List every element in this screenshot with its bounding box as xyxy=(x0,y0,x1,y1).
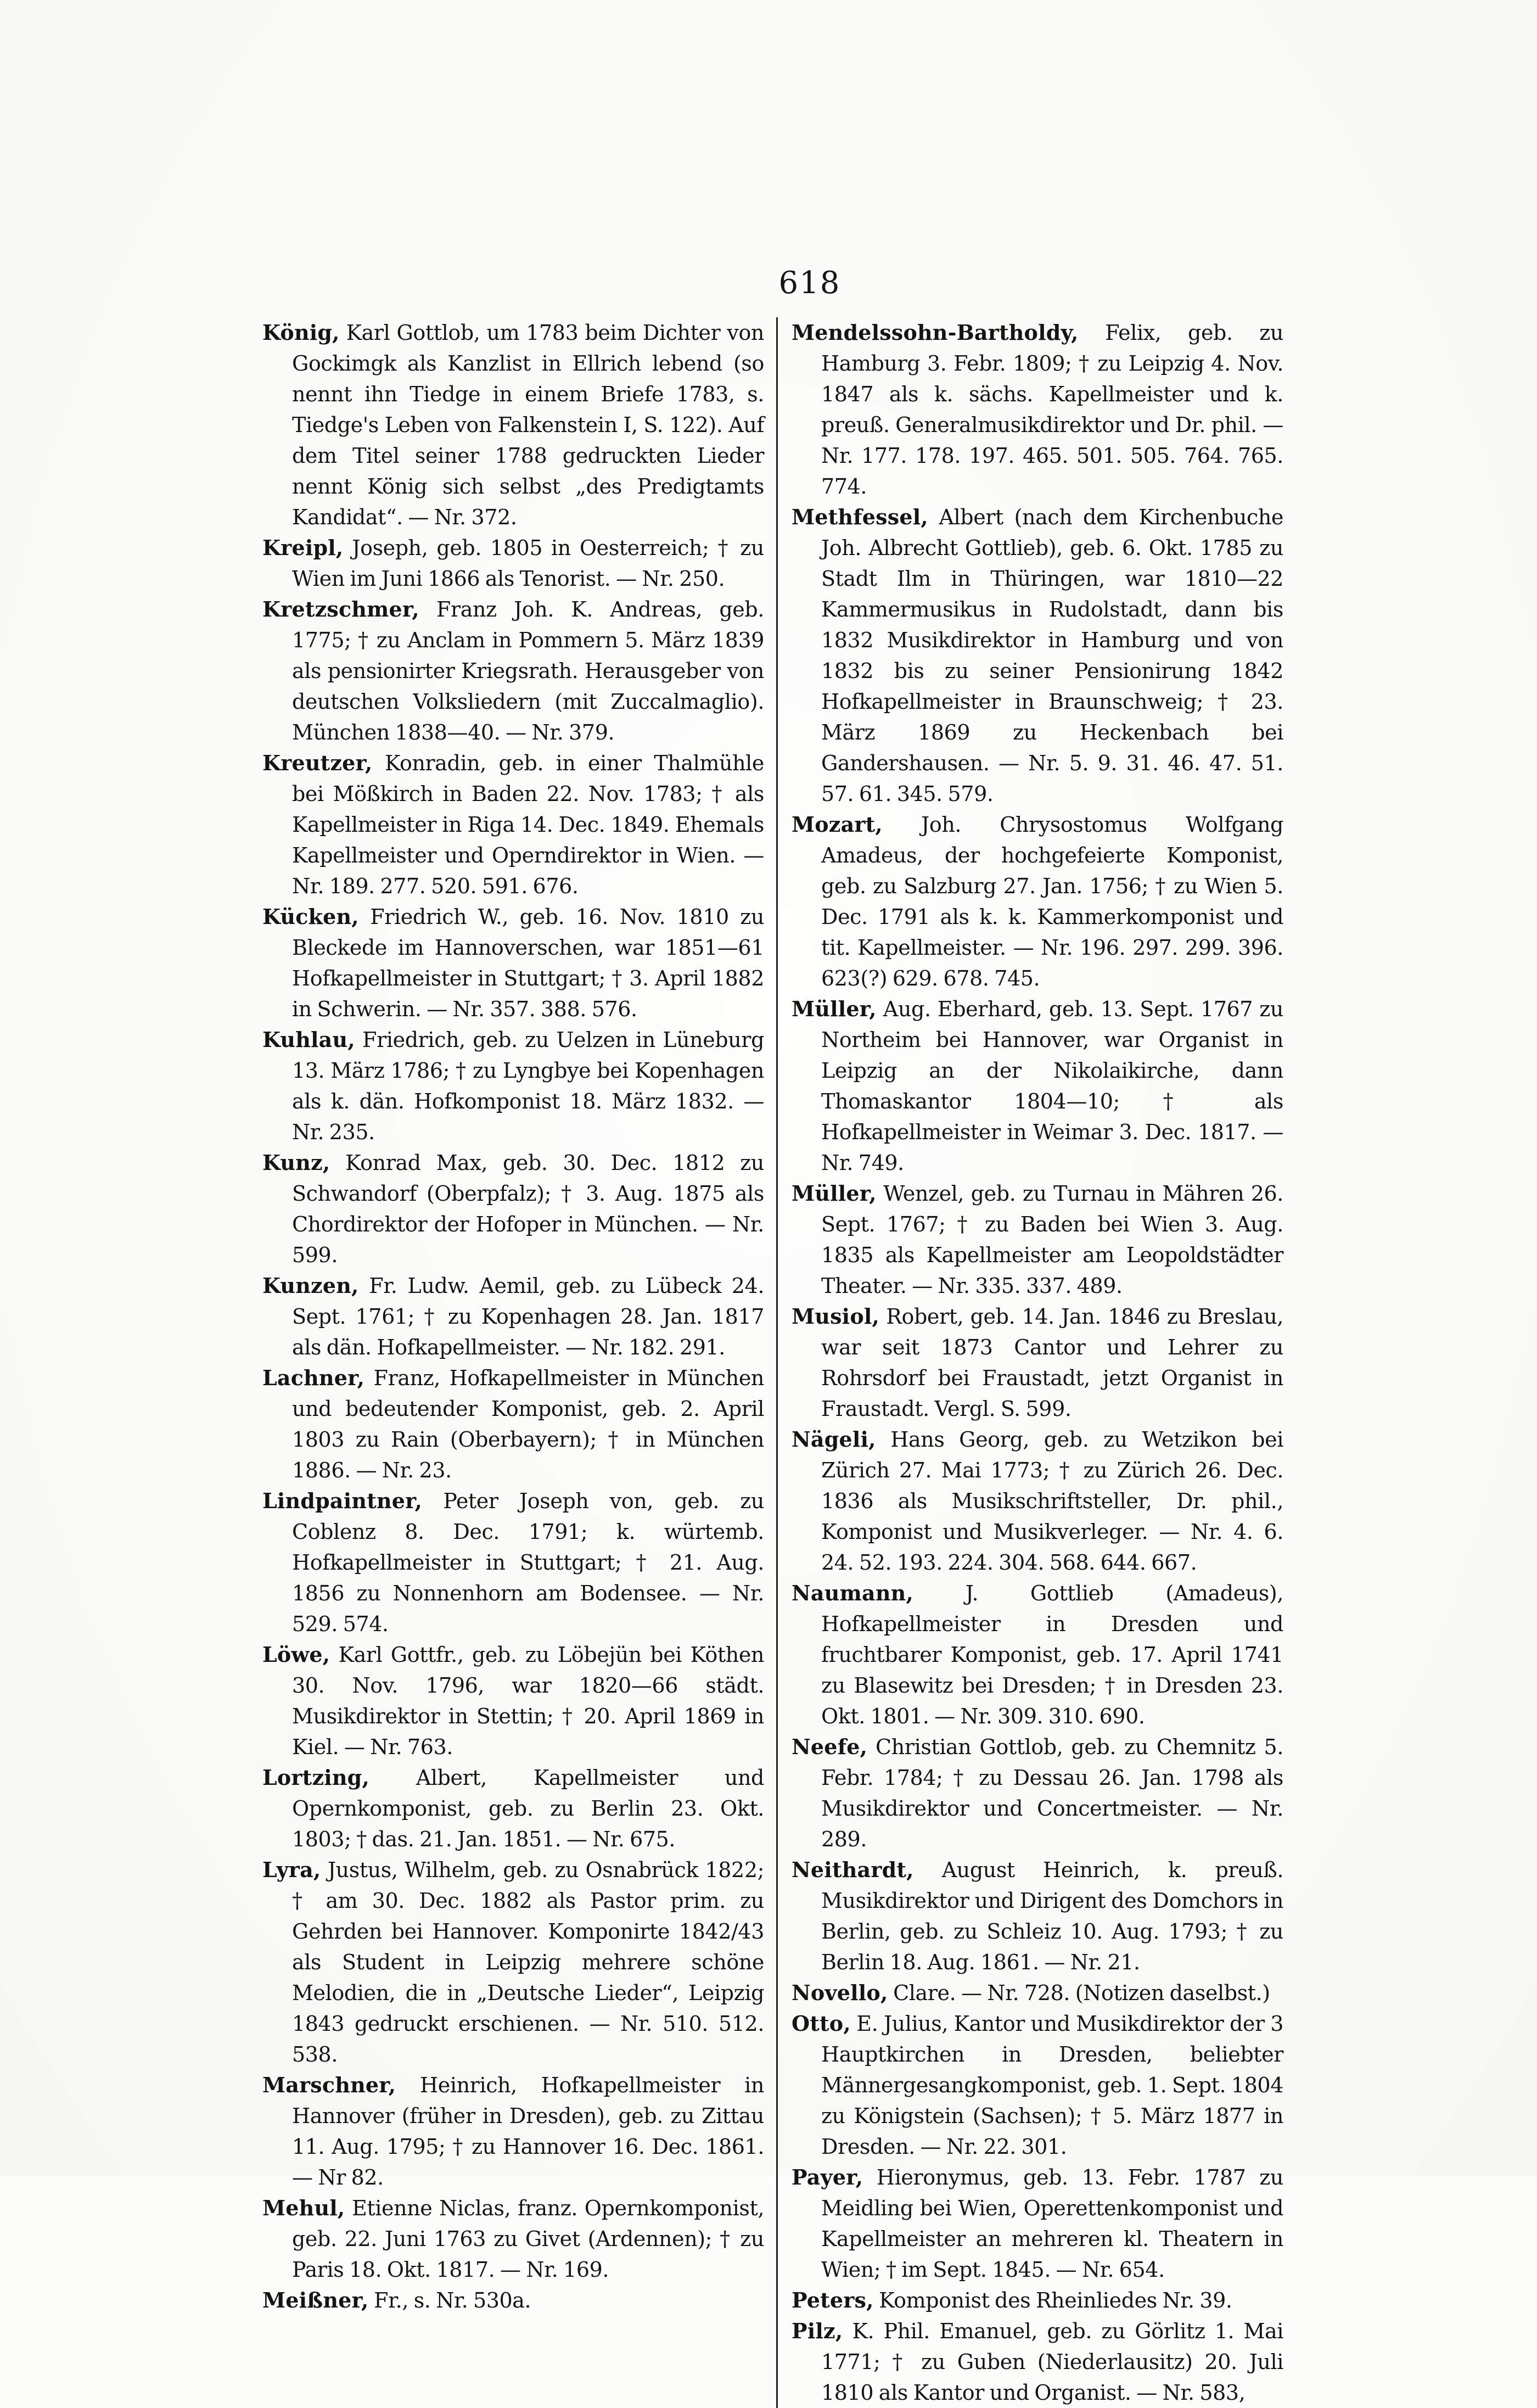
dictionary-entry: Methfessel, Albert (nach dem Kirchenbuche Joh. Albrecht Gottlieb), geb. 6. Okt. 1785 zu Stadt Ilm in Thüringen, war 1810—22 Kammermusikus in Rudolstadt, dann bis 1832 Musikdirektor in Hamburg und von 1832 bis zu seiner Pensionirung 1842 Hofkapellmeister in Braunschweig; † 23. März 1869 zu Heckenbach bei Gandershausen. — Nr. 5. 9. 31. 46. 47. 51. 57. 61. 345. 579. xyxy=(792,505,1283,806)
dictionary-entry: Müller, Aug. Eberhard, geb. 13. Sept. 1767 zu Northeim bei Hannover, war Organist in Leipzig an der Nikolaikirche, dann Thomaskantor 1804—10; † als Hofkapellmeister in Weimar 3. Dec. 1817. — Nr. 749. xyxy=(792,996,1283,1175)
entry-headword: Lindpaintner, xyxy=(262,1488,423,1513)
entry-headword: Mehul, xyxy=(262,2196,345,2220)
dictionary-entry: Novello, Clare. — Nr. 728. (Notizen daselbst.) xyxy=(792,1980,1270,2005)
entry-headword: Kunzen, xyxy=(262,1273,359,1298)
entry-headword: Pilz, xyxy=(792,2319,843,2343)
entry-headword: Neefe, xyxy=(792,1734,868,1759)
right-column xyxy=(792,317,1283,2408)
entry-headword: Kücken, xyxy=(262,904,359,929)
dictionary-entry: Mozart, Joh. Chrysostomus Wolfgang Amadeus, der hochgefeierte Komponist, geb. zu Salzburg 27. Jan. 1756; † zu Wien 5. Dec. 1791 als k. k. Kammerkomponist und tit. Kapellmeister. — Nr. 196. 297. 299. 396. 623(?) 629. 678. 745. xyxy=(792,812,1283,990)
dictionary-entry: Payer, Hieronymus, geb. 13. Febr. 1787 zu Meidling bei Wien, Operettenkomponist und Kapellmeister an mehreren kl. Theatern in Wien; † im Sept. 1845. — Nr. 654. xyxy=(792,2165,1283,2282)
dictionary-entry: Kuhlau, Friedrich, geb. zu Uelzen in Lüneburg 13. März 1786; † zu Lyngbye bei Kopenhagen als k. dän. Hofkomponist 18. März 1832. — Nr. 235. xyxy=(262,1027,764,1144)
dictionary-entry: Kunz, Konrad Max, geb. 30. Dec. 1812 zu Schwandorf (Oberpfalz); † 3. Aug. 1875 als Chordirektor der Hofoper in München. — Nr. 599. xyxy=(262,1150,764,1267)
entry-headword: Marschner, xyxy=(262,2073,396,2097)
page-number: 618 xyxy=(778,265,841,301)
entry-headword: Meißner, xyxy=(262,2288,369,2312)
entry-headword: Nägeli, xyxy=(792,1427,876,1452)
entry-headword: Payer, xyxy=(792,2165,863,2189)
dictionary-entry: Kücken, Friedrich W., geb. 16. Nov. 1810 zu Bleckede im Hannoverschen, war 1851—61 Hofkapellmeister in Stuttgart; † 3. April 1882 in Schwerin. — Nr. 357. 388. 576. xyxy=(262,904,764,1021)
dictionary-entry: Löwe, Karl Gottfr., geb. zu Löbejün bei Köthen 30. Nov. 1796, war 1820—66 städt. Musikdirektor in Stettin; † 20. April 1869 in Kiel. — Nr. 763. xyxy=(262,1642,764,1759)
entry-headword: König, xyxy=(262,320,340,345)
dictionary-entry: Naumann, J. Gottlieb (Amadeus), Hofkapellmeister in Dresden und fruchtbarer Komponist, geb. 17. April 1741 zu Blasewitz bei Dresden; † in Dresden 23. Okt. 1801. — Nr. 309. 310. 690. xyxy=(792,1581,1283,1728)
dictionary-entry: Lindpaintner, Peter Joseph von, geb. zu Coblenz 8. Dec. 1791; k. würtemb. Hofkapellmeister in Stuttgart; † 21. Aug. 1856 zu Nonnenhorn am Bodensee. — Nr. 529. 574. xyxy=(262,1488,764,1636)
left-column xyxy=(262,317,764,2408)
dictionary-entry: Mendelssohn-Bartholdy, Felix, geb. zu Hamburg 3. Febr. 1809; † zu Leipzig 4. Nov. 1847 als k. sächs. Kapellmeister und k. preuß. Generalmusikdirektor und Dr. phil. — Nr. 177. 178. 197. 465. 501. 505. 764. 765. 774. xyxy=(792,320,1283,499)
dictionary-entry: Kreipl, Joseph, geb. 1805 in Oesterreich; † zu Wien im Juni 1866 als Tenorist. — Nr. 250. xyxy=(262,535,764,591)
dictionary-entry: Mehul, Etienne Niclas, franz. Opernkomponist, geb. 22. Juni 1763 zu Givet (Ardennen); † zu Paris 18. Okt. 1817. — Nr. 169. xyxy=(262,2196,764,2282)
dictionary-entry: König, Karl Gottlob, um 1783 beim Dichter von Gockimgk als Kanzlist in Ellrich lebend (so nennt ihn Tiedge in einem Briefe 1783, s. Tiedge's Leben von Falkenstein I, S. 122). Auf dem Titel seiner 1788 gedruckten Lieder nennt König sich selbst „des Predigtamts Kandidat“. — Nr. 372. xyxy=(262,320,764,529)
dictionary-entry: Lyra, Justus, Wilhelm, geb. zu Osnabrück 1822; † am 30. Dec. 1882 als Pastor prim. zu Gehrden bei Hannover. Komponirte 1842/43 als Student in Leipzig mehrere schöne Melodien, die in „Deutsche Lieder“, Leipzig 1843 gedruckt erschienen. — Nr. 510. 512. 538. xyxy=(262,1857,764,2067)
entry-headword: Kunz, xyxy=(262,1150,330,1175)
dictionary-entry: Müller, Wenzel, geb. zu Turnau in Mähren 26. Sept. 1767; † zu Baden bei Wien 3. Aug. 1835 als Kapellmeister am Leopoldstädter Theater. — Nr. 335. 337. 489. xyxy=(792,1181,1283,1298)
text-block xyxy=(262,317,1283,2408)
dictionary-entry: Peters, Komponist des Rheinliedes Nr. 39. xyxy=(792,2288,1232,2312)
entry-headword: Lyra, xyxy=(262,1857,321,1882)
entry-headword: Kreutzer, xyxy=(262,751,373,775)
entry-headword: Löwe, xyxy=(262,1642,330,1667)
dictionary-entry: Lachner, Franz, Hofkapellmeister in München und bedeutender Komponist, geb. 2. April 1803 zu Rain (Oberbayern); † in München 1886. — Nr. 23. xyxy=(262,1365,764,1482)
entry-headword: Peters, xyxy=(792,2288,874,2312)
dictionary-entry: Kretzschmer, Franz Joh. K. Andreas, geb. 1775; † zu Anclam in Pommern 5. März 1839 als pensionirter Kriegsrath. Herausgeber von deutschen Volksliedern (mit Zuccalmaglio). München 1838—40. — Nr. 379. xyxy=(262,597,764,744)
dictionary-entry: Nägeli, Hans Georg, geb. zu Wetzikon bei Zürich 27. Mai 1773; † zu Zürich 26. Dec. 1836 als Musikschriftsteller, Dr. phil., Komponist und Musikverleger. — Nr. 4. 6. 24. 52. 193. 224. 304. 568. 644. 667. xyxy=(792,1427,1283,1575)
dictionary-entry: Musiol, Robert, geb. 14. Jan. 1846 zu Breslau, war seit 1873 Cantor und Lehrer zu Rohrsdorf bei Fraustadt, jetzt Organist in Fraustadt. Vergl. S. 599. xyxy=(792,1304,1283,1421)
entry-headword: Otto, xyxy=(792,2011,851,2036)
dictionary-entry: Kunzen, Fr. Ludw. Aemil, geb. zu Lübeck 24. Sept. 1761; † zu Kopenhagen 28. Jan. 1817 als dän. Hofkapellmeister. — Nr. 182. 291. xyxy=(262,1273,764,1359)
dictionary-entry: Otto, E. Julius, Kantor und Musikdirektor der 3 Hauptkirchen in Dresden, beliebter Männergesangkomponist, geb. 1. Sept. 1804 zu Königstein (Sachsen); † 5. März 1877 in Dresden. — Nr. 22. 301. xyxy=(792,2011,1283,2159)
column-divider-rule xyxy=(776,317,778,2408)
entry-headword: Mozart, xyxy=(792,812,883,837)
entry-headword: Müller, xyxy=(792,1181,877,1206)
entry-headword: Naumann, xyxy=(792,1581,913,1605)
entry-headword: Methfessel, xyxy=(792,505,928,529)
entry-headword: Müller, xyxy=(792,996,877,1021)
dictionary-entry: Kreutzer, Konradin, geb. in einer Thalmühle bei Mößkirch in Baden 22. Nov. 1783; † als Kapellmeister in Riga 14. Dec. 1849. Ehemals Kapellmeister und Operndirektor in Wien. — Nr. 189. 277. 520. 591. 676. xyxy=(262,751,764,898)
entry-headword: Lortzing, xyxy=(262,1765,369,1790)
entry-headword: Kretzschmer, xyxy=(262,597,419,621)
dictionary-entry: Pilz, K. Phil. Emanuel, geb. zu Görlitz 1. Mai 1771; † zu Guben (Niederlausitz) 20. Juli 1810 als Kantor und Organist. — Nr. 583, xyxy=(792,2319,1283,2405)
dictionary-entry: Marschner, Heinrich, Hofkapellmeister in Hannover (früher in Dresden), geb. zu Zittau 11. Aug. 1795; † zu Hannover 16. Dec. 1861. — Nr 82. xyxy=(262,2073,764,2189)
dictionary-entry: Neefe, Christian Gottlob, geb. zu Chemnitz 5. Febr. 1784; † zu Dessau 26. Jan. 1798 als Musikdirektor und Concertmeister. — Nr. 289. xyxy=(792,1734,1283,1851)
entry-headword: Musiol, xyxy=(792,1304,879,1329)
dictionary-entry: Neithardt, August Heinrich, k. preuß. Musikdirektor und Dirigent des Domchors in Berlin, geb. zu Schleiz 10. Aug. 1793; † zu Berlin 18. Aug. 1861. — Nr. 21. xyxy=(792,1857,1283,1974)
entry-headword: Kreipl, xyxy=(262,535,344,560)
entry-headword: Neithardt, xyxy=(792,1857,914,1882)
entry-headword: Lachner, xyxy=(262,1365,364,1390)
dictionary-entry: Meißner, Fr., s. Nr. 530a. xyxy=(262,2288,531,2312)
dictionary-entry: Lortzing, Albert, Kapellmeister und Opernkomponist, geb. zu Berlin 23. Okt. 1803; † das. 21. Jan. 1851. — Nr. 675. xyxy=(262,1765,764,1851)
entry-headword: Kuhlau, xyxy=(262,1027,355,1052)
entry-headword: Novello, xyxy=(792,1980,888,2005)
entry-headword: Mendelssohn-Bartholdy, xyxy=(792,320,1079,345)
